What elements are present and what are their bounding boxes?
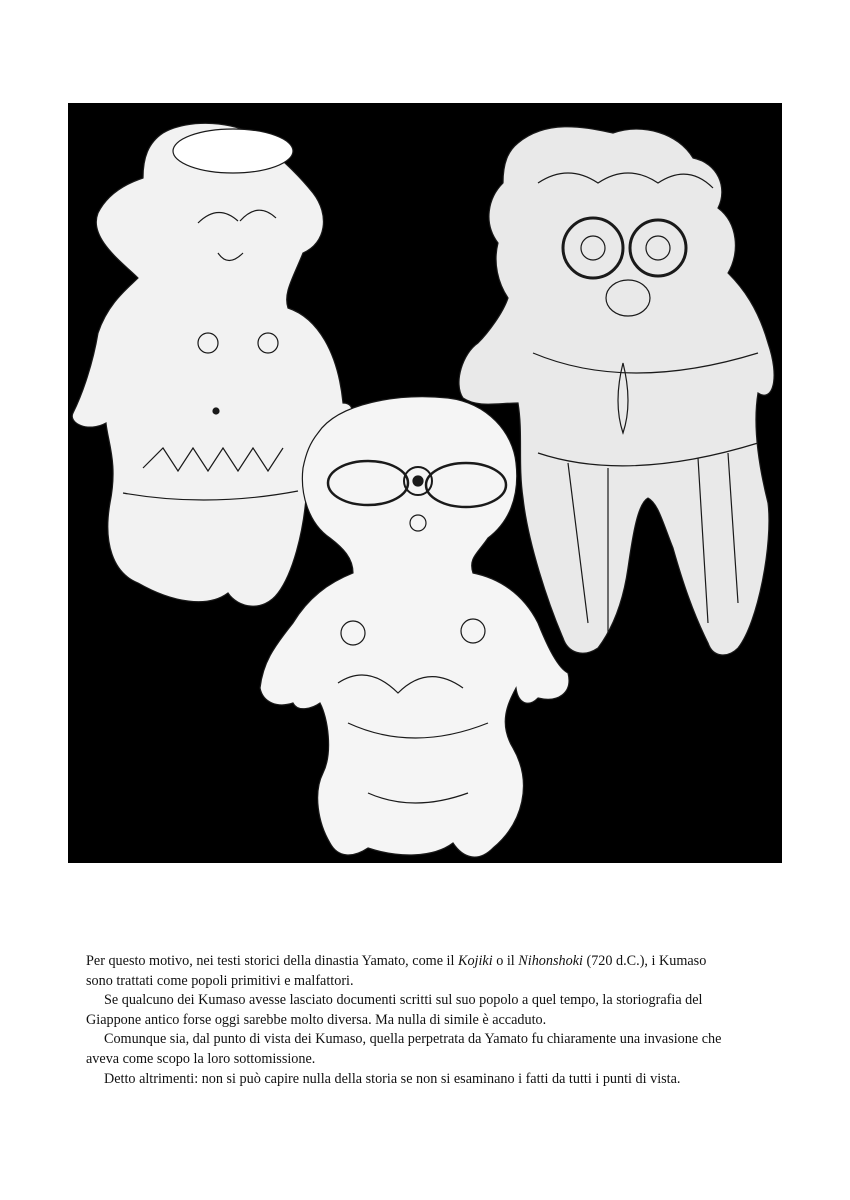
body-text (86, 952, 726, 1089)
title-kojiki: Kojiki (457, 953, 493, 969)
paragraph-3: Comunque sia, dal punto di vista dei Kumaso, quella perpetrata da Yamato fu chiaramente una invasione che aveva come scopo la loro sottomissione. (86, 1031, 722, 1067)
right-figurine (459, 127, 774, 655)
paragraph-1: Per questo motivo, nei testi storici della dinastia Yamato, come il Kojiki o il Nihonshoki (720 d.C.), i Kumaso sono trattati come popoli primitivi e malfattori. (86, 953, 707, 989)
title-nihonshoki: Nihonshoki (518, 953, 583, 969)
paragraph-4: Detto altrimenti: non si può capire nulla della storia se non si esaminano i fatti da tutti i punti di vista. (104, 1070, 681, 1087)
left-figurine (72, 123, 352, 606)
figurines-photo (68, 103, 782, 863)
dogu-figurines-illustration (68, 103, 782, 863)
paragraph-2: Se qualcuno dei Kumaso avesse lasciato documenti scritti sul suo popolo a quel tempo, la storiografia del Giappone antico forse oggi sarebbe molto diversa. Ma nulla di simile è accaduto. (86, 992, 703, 1028)
